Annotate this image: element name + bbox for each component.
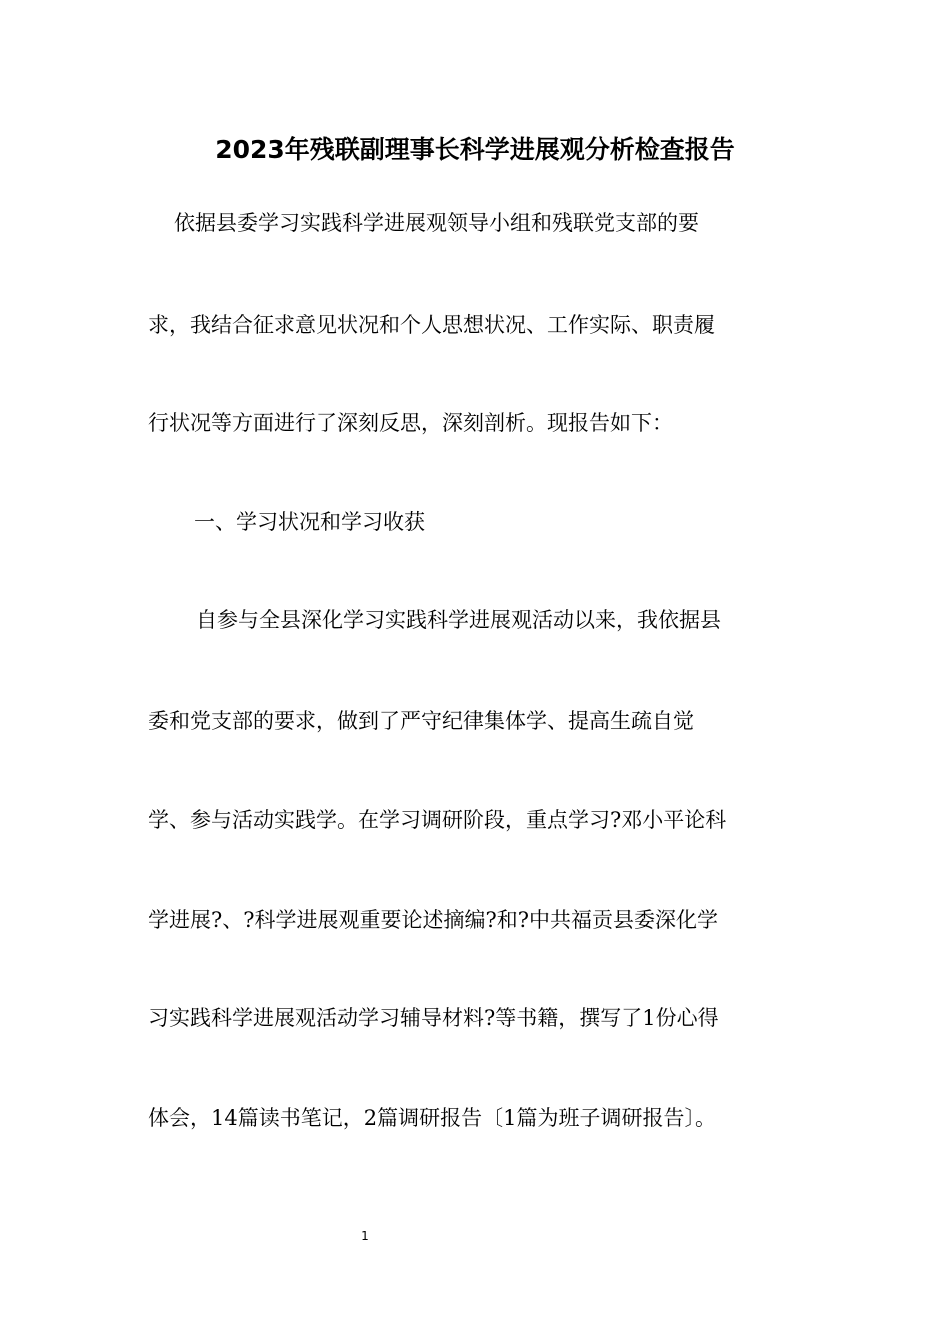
paragraph-1-line-2: 求，我结合征求意见状况和个人思想状况、工作实际、职责履 bbox=[148, 313, 715, 337]
page-number: 1 bbox=[361, 1229, 369, 1243]
paragraph-2-line-3: 学、参与活动实践学。在学习调研阶段，重点学习?邓小平论科 bbox=[148, 808, 727, 832]
paragraph-1-line-1: 依据县委学习实践科学进展观领导小组和残联党支部的要 bbox=[174, 211, 699, 235]
document-title: 2023年残联副理事长科学进展观分析检查报告 bbox=[215, 135, 735, 164]
paragraph-2-line-5: 习实践科学进展观活动学习辅导材料?等书籍，撰写了1份心得 bbox=[148, 1006, 719, 1030]
paragraph-2-line-2: 委和党支部的要求，做到了严守纪律集体学、提高生疏自觉 bbox=[148, 709, 694, 733]
section-heading-1: 一、学习状况和学习收获 bbox=[194, 510, 425, 534]
paragraph-2-line-4: 学进展?、?科学进展观重要论述摘编?和?中共福贡县委深化学 bbox=[148, 908, 719, 932]
paragraph-2-line-1: 自参与全县深化学习实践科学进展观活动以来，我依据县 bbox=[196, 608, 721, 632]
paragraph-2-line-6: 体会，14篇读书笔记，2篇调研报告〔1篇为班子调研报告〕。 bbox=[148, 1106, 716, 1130]
paragraph-1-line-3: 行状况等方面进行了深刻反思，深刻剖析。现报告如下： bbox=[148, 411, 673, 435]
